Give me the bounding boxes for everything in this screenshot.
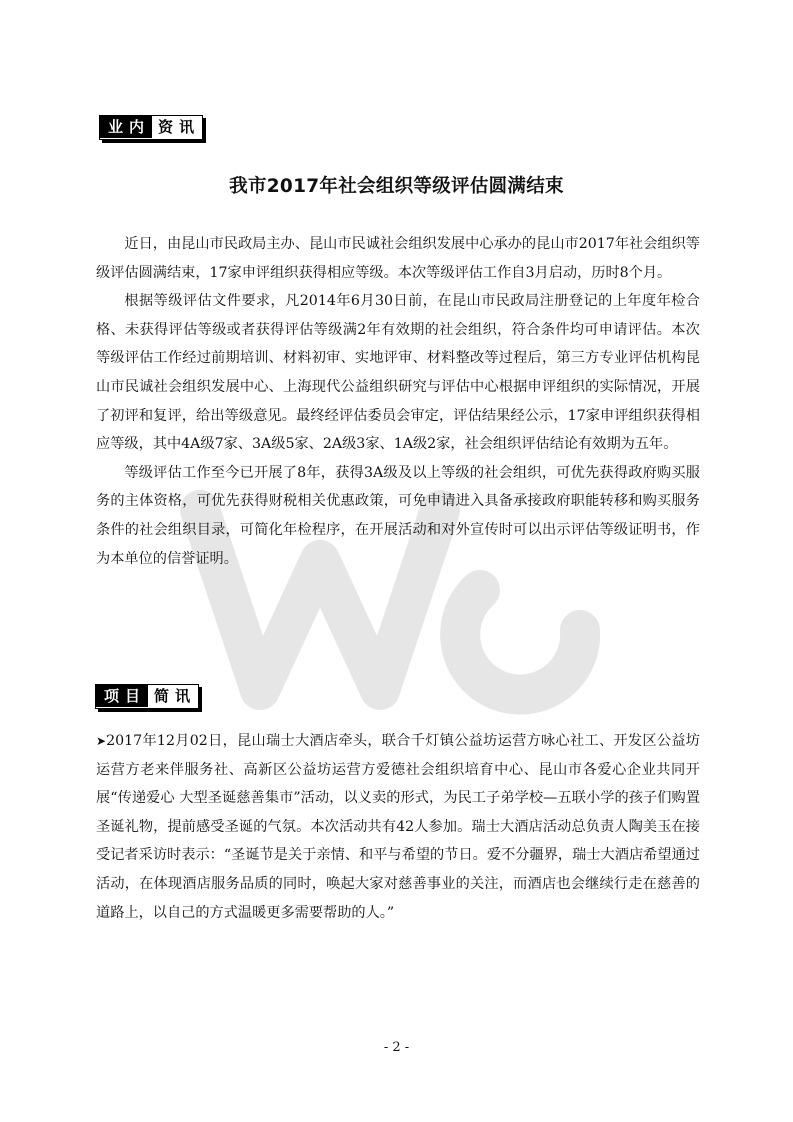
page-number: - 2 -	[383, 1040, 410, 1055]
arrow-bullet-icon: ➤	[96, 734, 107, 748]
section-tag-dark-part: 业内	[100, 116, 152, 138]
section-tag-project-brief	[95, 684, 199, 709]
article-paragraph: 等级评估工作至今已开展了8年，获得3A级及以上等级的社会组织，可优先获得政府购买服务的主体资格，可优先获得财税相关优惠政策，可免申请进入具备承接政府职能转移和购买服务条件的社会组织目录，可简化年检程序，在开展活动和对外宣传时可以出示评估等级证明书，作为本单位的信誉证明。	[96, 464, 700, 567]
project-brief-body	[96, 727, 700, 927]
section-tag-dark-part: 项目	[96, 685, 148, 707]
section-tag-light-part: 简讯	[148, 685, 198, 707]
section-tag-light-part: 资讯	[152, 116, 202, 138]
article-body	[96, 230, 700, 573]
article-paragraph: 近日，由昆山市民政局主办、昆山市民诚社会组织发展中心承办的昆山市2017年社会组织等级评估圆满结束，17家申评组织获得相应等级。本次等级评估工作自3月启动，历时8个月。	[96, 236, 700, 281]
project-brief-paragraph	[96, 727, 700, 927]
article-title: 我市2017年社会组织等级评估圆满结束	[229, 176, 564, 197]
section-tag-industry-news	[99, 115, 203, 140]
project-brief-text: 2017年12月02日，昆山瑞士大酒店牵头，联合千灯镇公益坊运营方咏心社工、开发区公益坊运营方老来伴服务社、高新区公益坊运营方爱德社会组织培育中心、昆山市各爱心企业共同开展“传递爱心 大型圣诞慈善集市”活动，以义卖的形式，为民工子弟学校—五联小学的孩子们购置圣诞礼物，提前感受圣诞的气氛。本次活动共有42人参加。瑞士大酒店活动总负责人陶美玉在接受记者采访时表示：“圣诞节是关于亲情、和平与希望的节日。爱不分疆界，瑞士大酒店希望通过活动，在体现酒店服务品质的同时，唤起大家对慈善事业的关注，而酒店也会继续行走在慈善的道路上，以自己的方式温暖更多需要帮助的人。”	[96, 733, 700, 921]
article-paragraph: 根据等级评估文件要求，凡2014年6月30日前，在昆山市民政局注册登记的上年度年检合格、未获得评估等级或者获得评估等级满2年有效期的社会组织，符合条件均可申请评估。本次等级评估工作经过前期培训、材料初审、实地评审、材料整改等过程后，第三方专业评估机构昆山市民诚社会组织发展中心、上海现代公益组织研究与评估中心根据申评组织的实际情况，开展了初评和复评，给出等级意见。最终经评估委员会审定，评估结果经公示，17家申评组织获得相应等级，其中4A级7家、3A级5家、2A级3家、1A级2家，社会组织评估结论有效期为五年。	[96, 293, 700, 453]
